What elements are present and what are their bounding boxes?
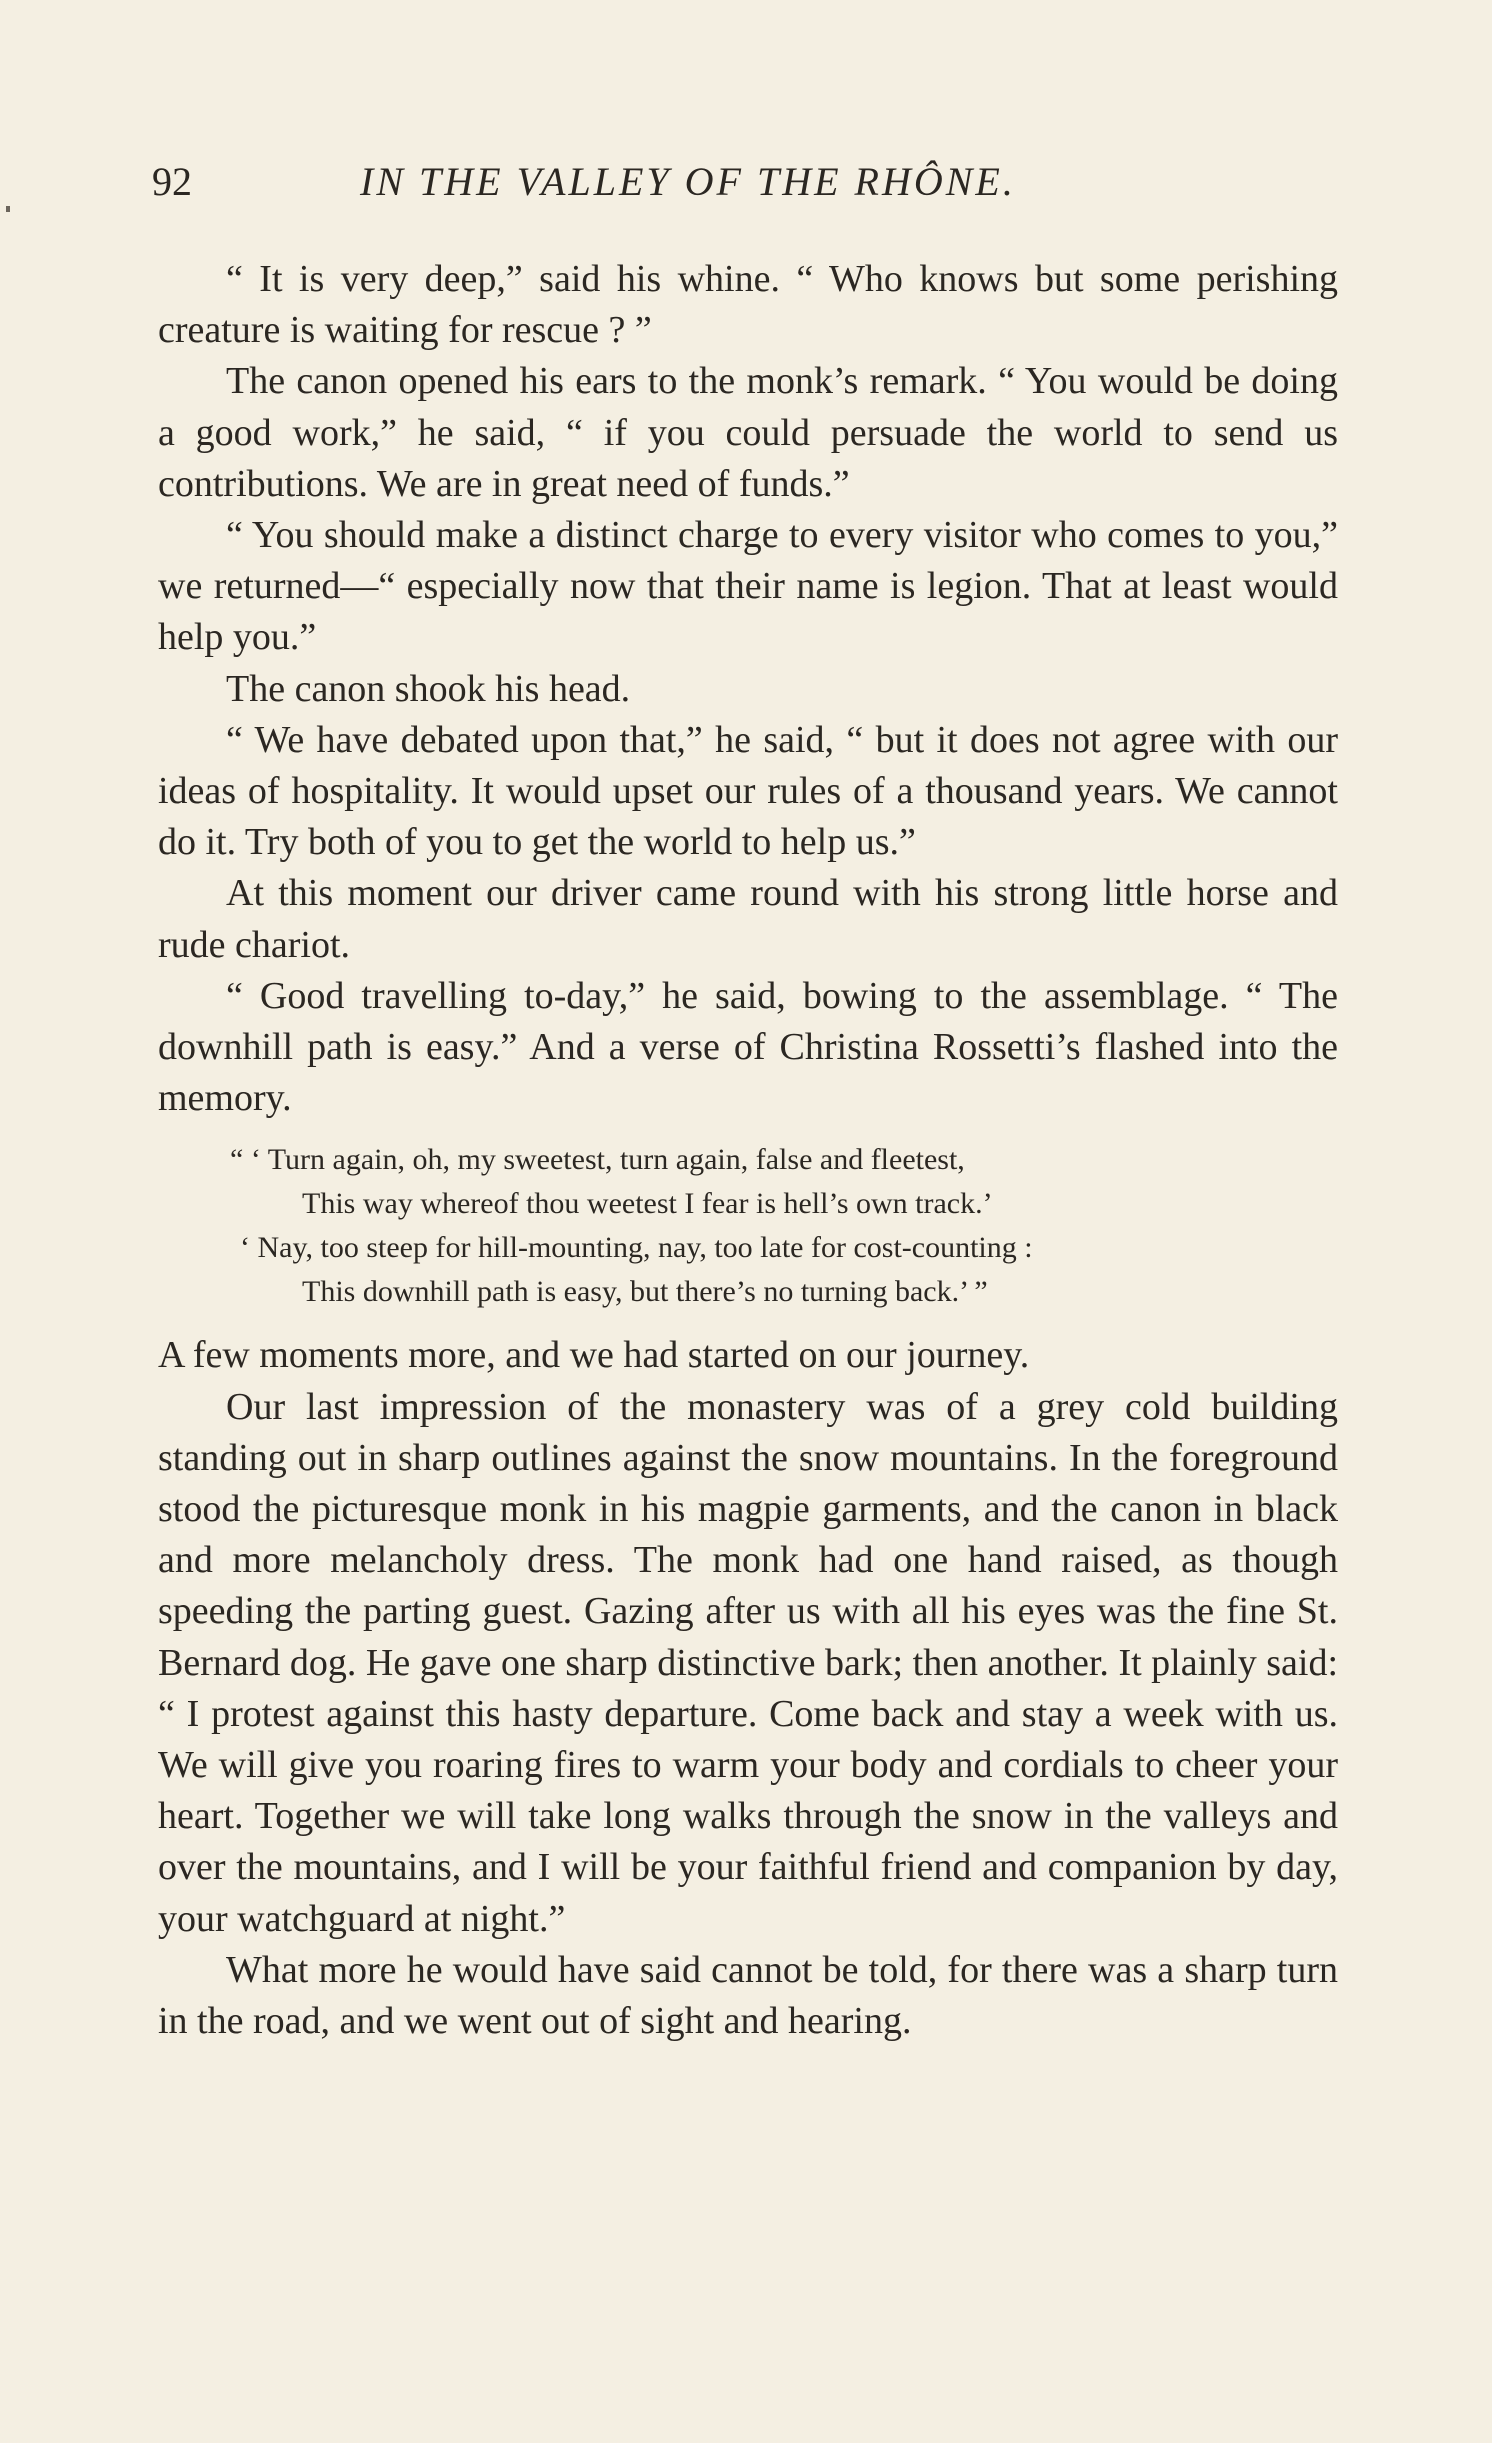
paragraph: A few moments more, and we had started on our journey. (158, 1334, 1030, 1377)
paragraph: “ It is very deep,” said his whine. “ Who knows but some perishing creature is waiting for rescue ? ” (158, 258, 1338, 352)
page-body (158, 254, 1338, 2047)
poem-quote (158, 1138, 1338, 1314)
paragraph: The canon opened his ears to the monk’s remark. “ You would be doing a good work,” he said, “ if you could persuade the world to send us contributions. We are in great need of funds.” (158, 360, 1338, 505)
paragraph: The canon shook his head. (226, 667, 631, 710)
poem-line: This way whereof thou weetest I fear is hell’s own track.’ (302, 1187, 993, 1221)
running-title: IN THE VALLEY OF THE RHÔNE. (360, 159, 1016, 204)
poem-line: ‘ Nay, too steep for hill-mounting, nay, too late for cost-counting : (240, 1231, 1033, 1265)
poem-line: “ ‘ Turn again, oh, my sweetest, turn again, false and fleetest, (230, 1143, 965, 1177)
paragraph: Our last impression of the monastery was of a grey cold building standing out in sharp outlines against the snow mountains. In the foreground stood the picturesque monk in his magpie garments, and the canon in black and more melancholy dress. The monk had one hand raised, as though speeding the parting guest. Gazing after us with all his eyes was the fine St. Bernard dog. He gave one sharp distinctive bark; then another. It plainly said: “ I protest against this hasty departure. Come back and stay a week with us. We will give you roaring fires to warm your body and cordials to cheer your heart. Together we will take long walks through the snow in the valleys and over the mountains, and I will be your faithful friend and companion by day, your watchguard at night.” (158, 1385, 1338, 1940)
page-number: 92 (152, 159, 192, 204)
paragraph: What more he would have said cannot be told, for there was a sharp turn in the road, and we went out of sight and hearing. (158, 1948, 1338, 2043)
paragraph: “ You should make a distinct charge to every visitor who comes to you,” we returned—“ especially now that their name is legion. That at least would help you.” (158, 514, 1338, 659)
paragraph: “ We have debated upon that,” he said, “ but it does not agree with our ideas of hospitality. It would upset our rules of a thousand years. We cannot do it. Try both of you to get the world to help us.” (158, 718, 1338, 864)
margin-mark (6, 206, 10, 212)
poem-line: This downhill path is easy, but there’s no turning back.’ ” (302, 1275, 988, 1309)
paragraph: “ Good travelling to-day,” he said, bowing to the assemblage. “ The downhill path is easy.” And a verse of Christina Rossetti’s flashed into the memory. (158, 974, 1338, 1120)
paragraph: At this moment our driver came round with his strong little horse and rude chariot. (158, 872, 1338, 966)
